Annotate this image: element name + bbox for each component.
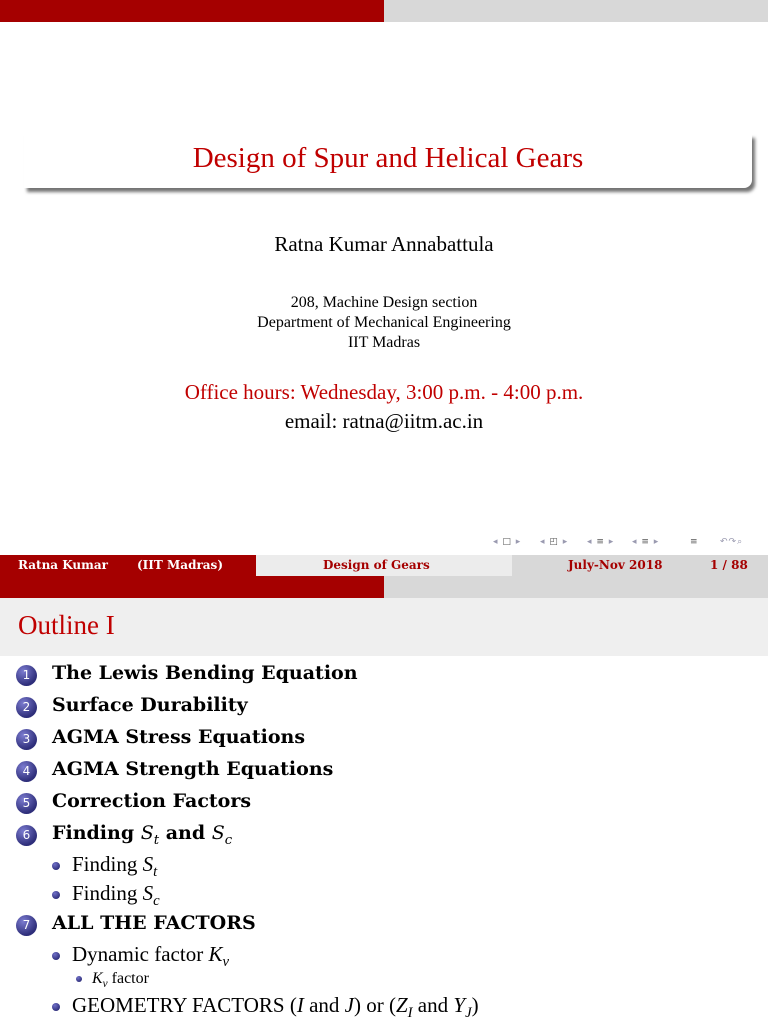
subitem-text: GEOMETRY FACTORS (I and J) or ($Z_I$ and $Y_J$) <box>72 993 479 1022</box>
item-text: AGMA Stress Equations <box>52 726 306 748</box>
subitem-text: Finding $S_t$ <box>72 852 158 881</box>
item-text: Finding $S_t$ and $S_c$ <box>52 822 233 848</box>
section-nav-icon[interactable]: ◂ ≡ ▸ <box>587 537 615 547</box>
item-number: 5 <box>16 793 37 814</box>
presentation-title: Design of Spur and Helical Gears <box>192 142 584 174</box>
author-name: Ratna Kumar Annabattula <box>274 232 494 256</box>
footer-title: Design of Gears <box>323 558 430 572</box>
footer-author: Ratna Kumar <box>18 558 108 572</box>
bullet-icon <box>52 862 60 870</box>
footer-date: July-Nov 2018 <box>568 558 663 572</box>
item-text: Correction Factors <box>52 790 252 812</box>
bullet-icon <box>76 976 82 982</box>
top-progress-bar <box>0 0 768 22</box>
item-text: The Lewis Bending Equation <box>52 662 358 684</box>
affiliation-line: 208, Machine Design section <box>290 294 478 311</box>
search-icon[interactable]: ↶↷⌕ <box>720 537 744 547</box>
footer-page: 1 / 88 <box>710 558 748 572</box>
footer-date-box <box>512 555 768 576</box>
outline-slide <box>0 576 768 1024</box>
item-number: 4 <box>16 761 37 782</box>
bullet-icon <box>52 952 60 960</box>
office-hours: Office hours: Wednesday, 3:00 p.m. - 4:00 p.m. <box>184 380 584 404</box>
footer-institute: (IIT Madras) <box>137 558 223 572</box>
appendix-nav-icon[interactable]: ≡ <box>690 537 699 547</box>
subsubitem-text: $K_v$ factor <box>92 970 149 991</box>
item-text: AGMA Strength Equations <box>52 758 334 780</box>
footer-title-box <box>256 555 512 576</box>
frame-title: Outline I <box>18 610 115 640</box>
footer <box>0 555 768 576</box>
item-number: 2 <box>16 697 37 718</box>
affiliation-line: IIT Madras <box>347 334 421 351</box>
title-box <box>24 134 752 188</box>
item-number: 1 <box>16 665 37 686</box>
email: email: ratna@iitm.ac.in <box>284 409 484 433</box>
frame-title-bar <box>0 598 768 656</box>
bullet-icon <box>52 1003 60 1011</box>
section-nav-icon[interactable]: ◂ ≡ ▸ <box>632 537 660 547</box>
item-number: 6 <box>16 825 37 846</box>
subitem-text: Finding $S_c$ <box>72 881 160 910</box>
frame-nav-icon[interactable]: ◂ □ ▸ <box>493 537 522 547</box>
item-number: 3 <box>16 729 37 750</box>
top-progress-bar <box>0 576 768 598</box>
item-number: 7 <box>16 915 37 936</box>
affiliation-line: Department of Mechanical Engineering <box>257 314 511 331</box>
subitem-text: Dynamic factor $K_v$ <box>72 942 229 971</box>
item-text: ALL THE FACTORS <box>52 912 256 934</box>
bullet-icon <box>52 891 60 899</box>
subsection-nav-icon[interactable]: ◂ ◰ ▸ <box>540 537 569 547</box>
item-text: Surface Durability <box>52 694 248 716</box>
affiliation <box>0 293 768 353</box>
footer-author-box <box>0 555 256 576</box>
